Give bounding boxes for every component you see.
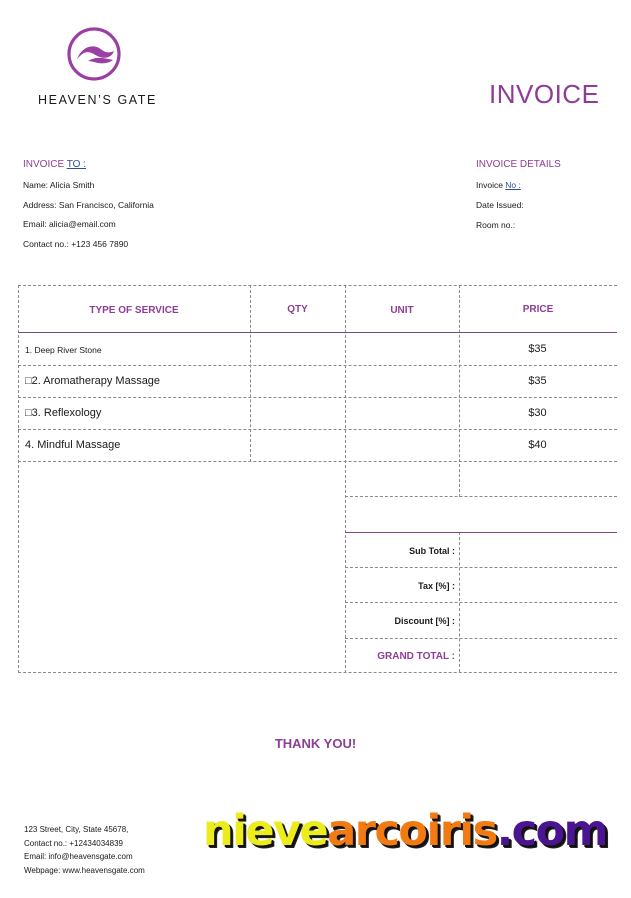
row-divider	[345, 496, 617, 497]
column-header-unit: UNIT	[390, 305, 414, 316]
row-divider	[18, 365, 617, 366]
totals-underline	[345, 532, 617, 533]
tax-label: Tax [%] :	[418, 581, 455, 591]
column-header-qty: QTY	[287, 304, 308, 315]
brand-name: HEAVEN’S GATE	[38, 93, 157, 107]
invoice-to-heading	[23, 159, 86, 170]
col-divider-unit	[345, 285, 346, 673]
service-row-2: □2. Aromatherapy Massage	[25, 375, 161, 387]
price-row-4: $40	[528, 439, 547, 451]
watermark-part-2: arcoiris	[327, 806, 497, 856]
col-divider-price	[459, 285, 460, 497]
customer-email: Email: alicia@email.com	[23, 219, 116, 229]
document-title: INVOICE	[489, 79, 600, 109]
invoice-number	[476, 180, 521, 190]
invoice-number-prefix: Invoice	[476, 180, 506, 190]
watermark-logo	[203, 806, 607, 856]
date-issued: Date Issued:	[476, 200, 524, 210]
header-underline	[18, 332, 617, 333]
service-row-1: 1. Deep River Stone	[25, 345, 102, 355]
price-row-3: $30	[528, 407, 547, 419]
service-row-3: □3. Reflexology	[25, 407, 102, 419]
row-divider	[345, 638, 617, 639]
services-table	[18, 285, 617, 673]
customer-contact: Contact no.: +123 456 7890	[23, 239, 129, 249]
table-border-top	[18, 285, 617, 286]
price-row-1: $35	[528, 343, 547, 355]
wave-circle-logo-icon	[66, 26, 122, 82]
table-border-left	[18, 285, 19, 673]
footer-address: 123 Street, City, State 45678,	[24, 825, 129, 834]
watermark-part-1: nieve	[203, 806, 328, 856]
thank-you-message: THANK YOU!	[274, 736, 357, 751]
column-header-price: PRICE	[522, 304, 554, 315]
invoice-to-heading-prefix: INVOICE	[23, 159, 67, 170]
subtotal-label: Sub Total :	[409, 546, 455, 556]
footer-contact: Contact no.: +12434034839	[24, 839, 123, 848]
room-number: Room no.:	[476, 220, 516, 230]
invoice-details-heading: INVOICE DETAILS	[476, 159, 561, 170]
row-divider	[18, 461, 617, 462]
row-divider	[18, 397, 617, 398]
column-header-service: TYPE OF SERVICE	[89, 305, 179, 316]
price-row-2: $35	[528, 375, 547, 387]
table-border-bottom	[18, 672, 617, 673]
footer-webpage: Webpage: www.heavensgate.com	[24, 866, 145, 875]
customer-name: Name: Alicia Smith	[23, 180, 95, 190]
row-divider	[18, 429, 617, 430]
discount-label: Discount [%] :	[394, 616, 455, 626]
watermark-part-3: .com	[496, 806, 607, 856]
grand-total-label: GRAND TOTAL :	[377, 651, 455, 662]
footer-email: Email: info@heavensgate.com	[24, 852, 133, 861]
row-divider	[345, 602, 617, 603]
invoice-to-heading-underlined: TO :	[66, 159, 86, 170]
customer-address: Address: San Francisco, California	[23, 200, 154, 210]
service-row-4: 4. Mindful Massage	[25, 439, 121, 451]
row-divider	[345, 567, 617, 568]
invoice-number-underlined: No :	[505, 180, 521, 190]
